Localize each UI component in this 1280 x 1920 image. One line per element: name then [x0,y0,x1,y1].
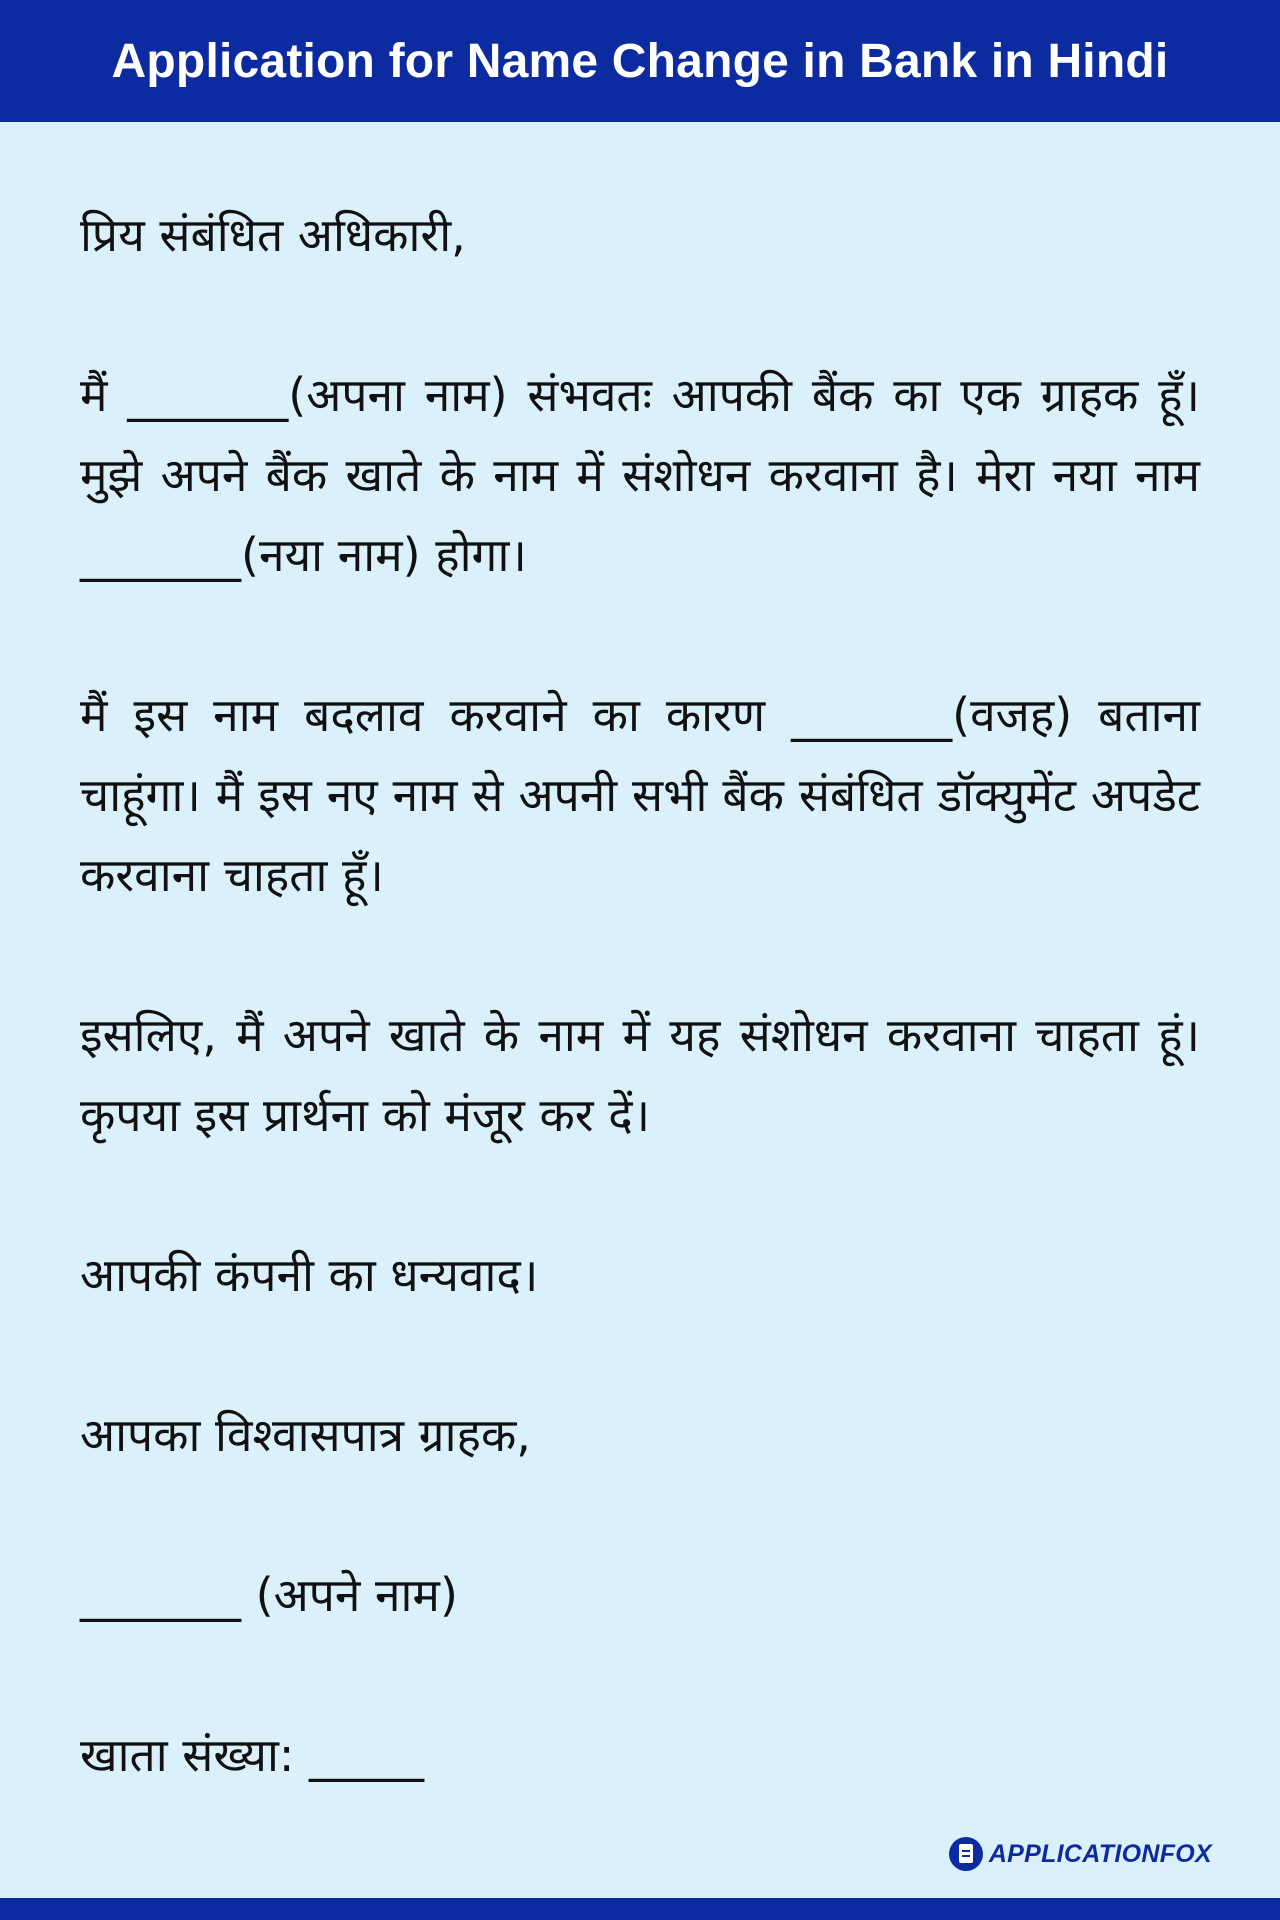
letter-signature: _______ (अपने नाम) [80,1568,458,1622]
header-banner [0,0,1280,122]
letter-body [80,195,1200,1795]
brand-logo [949,1837,1212,1871]
letter-paragraph-3: इसलिए, मैं अपने खाते के नाम में यह संशोधन करवाना चाहता हूं। कृपया इस प्रार्थना को मंजूर कर दें। [80,1008,1200,1142]
letter-closing: आपका विश्वासपात्र ग्राहक, [80,1408,531,1462]
footer-bar [0,1898,1280,1920]
letter-paragraph-2: मैं इस नाम बदलाव करवाने का कारण _______(वजह) बताना चाहूंगा। मैं इस नए नाम से अपनी सभी बैंक संबंधित डॉक्युमेंट अपडेट करवाना चाहता हूँ। [80,688,1200,902]
letter-thanks: आपकी कंपनी का धन्यवाद। [80,1248,539,1302]
letter-paragraph-1: मैं _______(अपना नाम) संभवतः आपकी बैंक का एक ग्राहक हूँ। मुझे अपने बैंक खाते के नाम में संशोधन करवाना है। मेरा नया नाम _______(नया नाम) होगा। [80,368,1200,582]
brand-logo-text: APPLICATIONFOX [988,1839,1212,1868]
letter-account-number: खाता संख्या: _____ [80,1728,425,1782]
letter-salutation: प्रिय संबंधित अधिकारी, [80,208,466,262]
page-title: Application for Name Change in Bank in Hindi [111,34,1169,88]
document-icon [949,1837,983,1871]
